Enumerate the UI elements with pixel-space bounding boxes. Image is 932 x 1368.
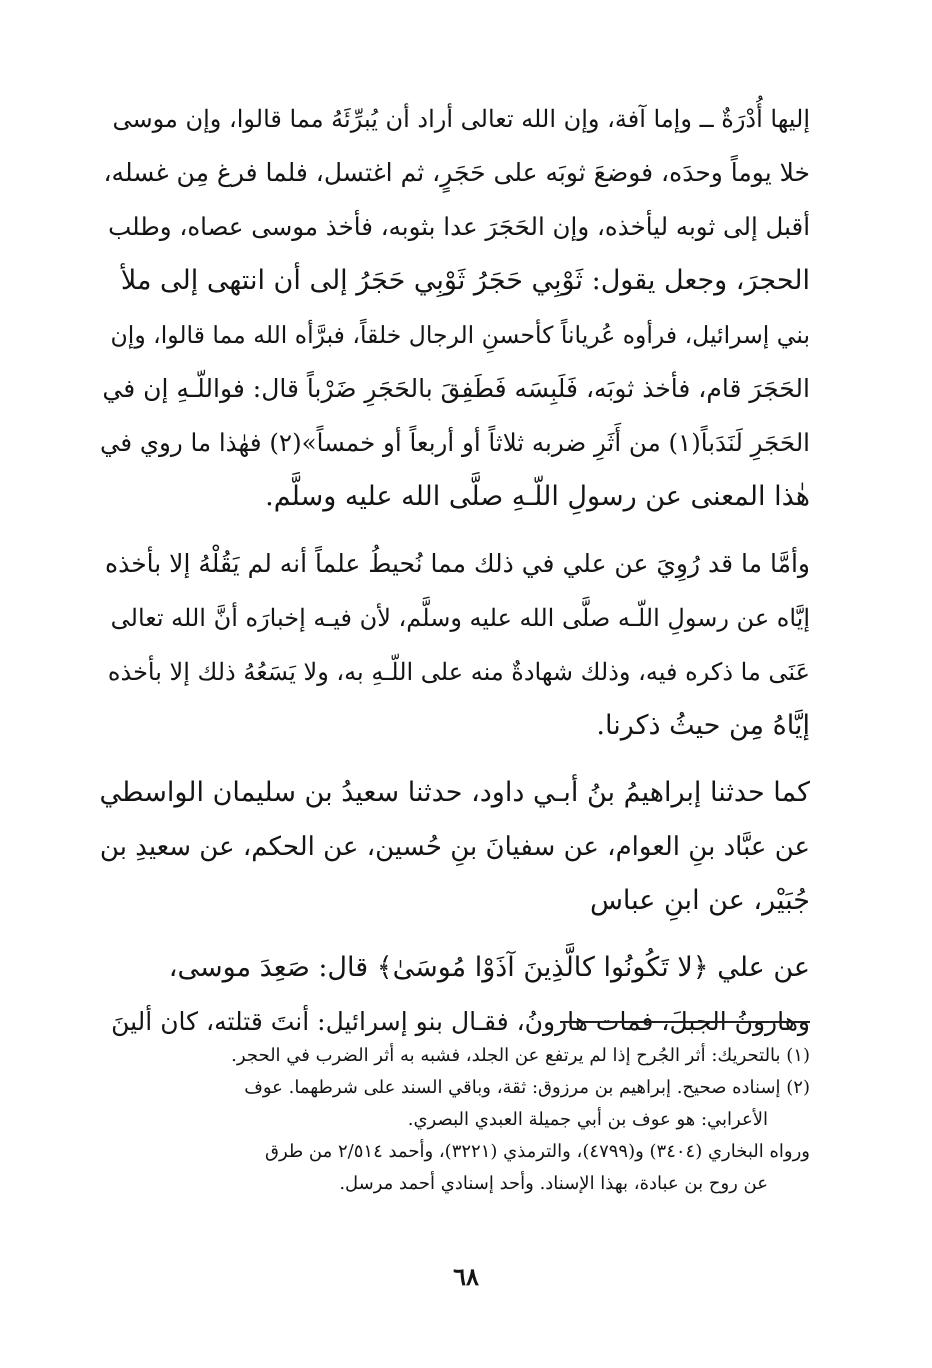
footnote-line: عن روح بن عبادة، بهذا الإسناد. وأحد إسنادي أحمد مرسل. xyxy=(339,1173,768,1194)
text-line: كما حدثنا إبراهيمُ بنُ أبـي داود، حدثنا سعيدُ بن سليمان الواسطي xyxy=(99,777,810,808)
paragraph xyxy=(100,537,810,753)
paragraph xyxy=(100,92,810,524)
text-line: خلا يوماً وحدَه، فوضعَ ثوبَه على حَجَرٍ، ثم اغتسل، فلما فرغ مِن غسله، xyxy=(103,158,810,187)
text-line: هٰذا المعنى عن رسولِ اللّـهِ صلَّى الله عليه وسلَّم. xyxy=(265,481,810,512)
text-line: وأمَّا ما قد رُوِيَ عن علي في ذلك مما نُحيطُ علماً أنه لم يَقُلْهُ إلا بأخذه xyxy=(104,549,810,578)
text-line: إيَّاهُ مِن حيثُ ذكرنا. xyxy=(596,710,810,741)
footnote-line: (٢) إسناده صحيح. إبراهيم بن مرزوق: ثقة، وباقي السند على شرطهما. عوف xyxy=(244,1077,810,1098)
paragraph xyxy=(100,941,810,1049)
text-line: بني إسرائيل، فرأوه عُرياناً كأحسنِ الرجال خلقاً، فبرَّأه الله مما قالوا، وإن xyxy=(110,321,810,349)
text-line: الحَجَرَ قام، فأخذ ثوبَه، فَلَبِسَه فَطَفِقَ بالحَجَرِ ضَرْباً قال: فواللّـهِ إن في xyxy=(102,374,810,403)
footnote-line: الأعرابي: هو عوف بن أبي جميلة العبدي البصري. xyxy=(407,1109,768,1130)
text-line: عن علي ﴿لا تَكُونُوا كالَّذِينَ آذَوْا مُوسَىٰ﴾ قال: صَعِدَ موسى، xyxy=(168,952,810,983)
footnote xyxy=(100,1072,810,1200)
footnote-line: (١) بالتحريك: أثر الجُرح إذا لم يرتفع عن الجلد، فشبه به أثر الضرب في الحجر. xyxy=(231,1045,810,1066)
paragraph xyxy=(100,766,810,928)
text-line: عن عبَّاد بنِ العوام، عن سفيانَ بنِ حُسين، عن الحكم، عن سعيدِ بن xyxy=(99,832,810,862)
main-text xyxy=(100,92,810,1049)
text-line: إليها أُدْرَةٌ ــ وإما آفة، وإن الله تعالى أراد أن يُبرِّئَهُ مما قالوا، وإن موسى xyxy=(112,105,810,133)
page-number: ٦٨ xyxy=(453,1262,479,1291)
text-line: الحجرَ، وجعل يقول: ثَوْبِي حَجَرُ ثَوْبِي حَجَرُ إلى أن انتهى إلى ملأ xyxy=(120,265,810,296)
footnote xyxy=(100,1040,810,1072)
text-line: وهارونُ الجبلَ، فمات هارونُ، فقـال بنو إسرائيل: أنتَ قتلته، كان ألينَ xyxy=(111,1007,810,1036)
text-line: عَنَى ما ذكره فيه، وذلك شهادةٌ منه على اللّـهِ به، ولا يَسَعُهُ ذلك إلا بأخذه xyxy=(107,658,810,686)
footnote-divider xyxy=(560,1021,810,1023)
footnote-line: ورواه البخاري (٣٤٠٤) و(٤٧٩٩)، والترمذي (٣٢٢١)، وأحمد ٢/٥١٤ من طرق xyxy=(264,1141,810,1162)
text-line: إيَّاه عن رسولِ اللّـه صلَّى الله عليه وسلَّم، لأن فيـه إخبارَه أنَّ الله تعالى xyxy=(110,604,810,632)
footnotes xyxy=(100,1040,810,1200)
text-line: الحَجَرِ لَنَدَباً(١) من أَثَرِ ضربه ثلاثاً أو أربعاً أو خمساً»(٢) فهٰذا ما روي في xyxy=(99,428,810,457)
text-line: جُبَيْر، عن ابنِ عباس xyxy=(589,885,810,916)
text-line: أقبل إلى ثوبه ليأخذه، وإن الحَجَرَ عدا بثوبه، فأخذ موسى عصاه، وطلب xyxy=(108,212,810,241)
